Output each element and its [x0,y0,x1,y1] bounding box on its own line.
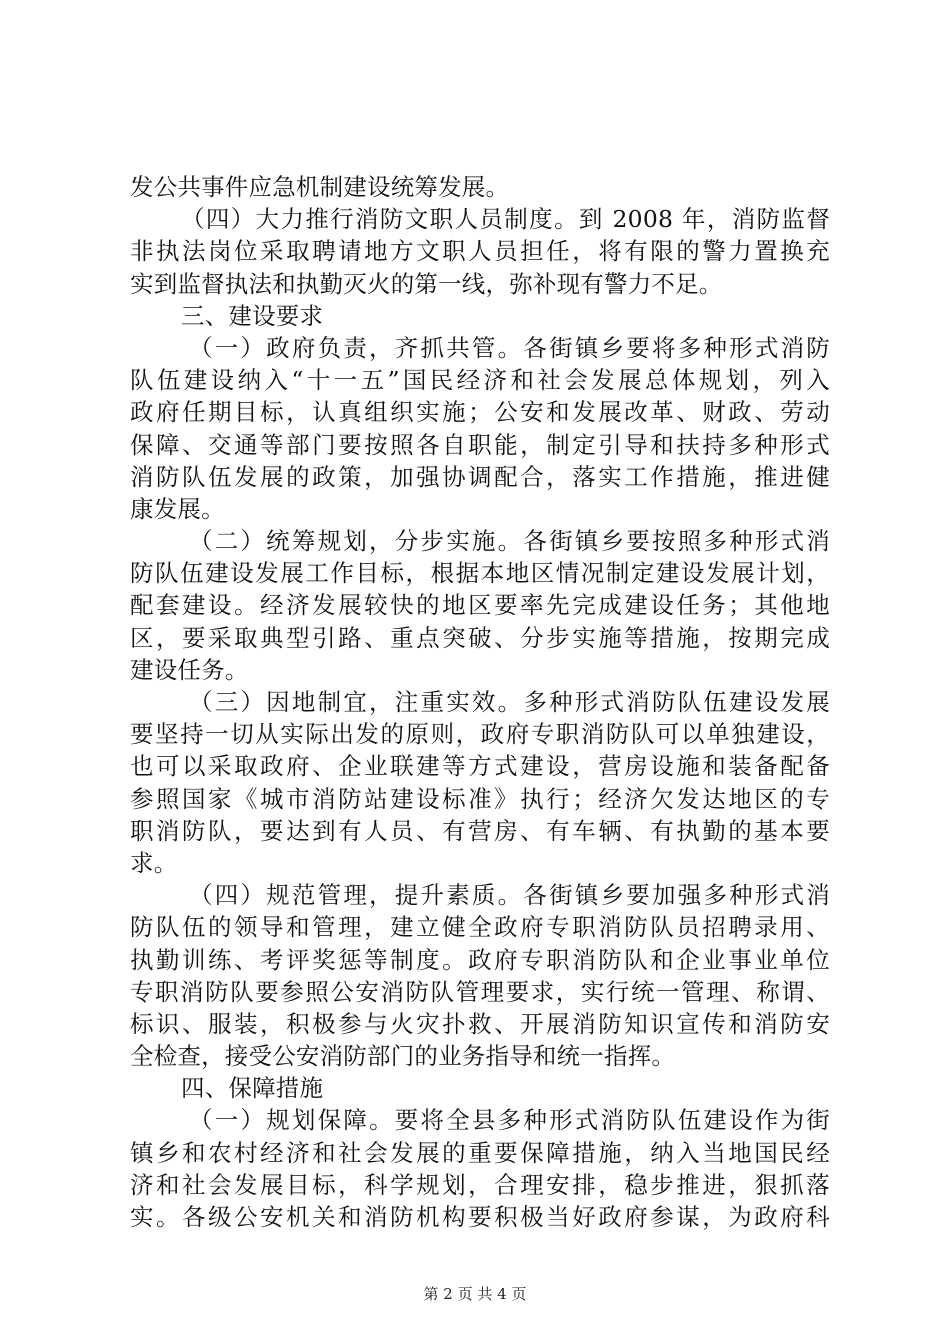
text-line: 非执法岗位采取聘请地方文职人员担任，将有限的警力置换充 [130,237,830,266]
document-body [130,171,830,1233]
text-line: 政府任期目标，认真组织实施；公安和发展改革、财政、劳动 [130,398,830,427]
text-line: （一）规划保障。要将全县多种形式消防队伍建设作为街 [189,1106,830,1135]
section-heading: 三、建设要求 [181,301,324,330]
text-line: 发公共事件应急机制建设统筹发展。 [130,173,510,201]
text-line: 求。 [130,848,178,877]
text-line: 要坚持一切从实际出发的原则，政府专职消防队可以单独建设， [130,720,830,749]
text-line: 队伍建设纳入“十一五”国民经济和社会发展总体规划，列入 [130,366,830,395]
text-line: 职消防队，要达到有人员、有营房、有车辆、有执勤的基本要 [130,816,830,845]
text-line: 消防队伍发展的政策，加强协调配合，落实工作措施，推进健 [130,462,830,491]
text-line: （三）因地制宜，注重实效。多种形式消防队伍建设发展 [189,688,830,716]
text-line: （四）大力推行消防文职人员制度。到 2008 年，消防监督 [181,205,830,234]
text-line: 康发展。 [130,494,225,523]
text-line: 防队伍的领导和管理，建立健全政府专职消防队员招聘录用、 [130,913,830,942]
text-line: 区，要采取典型引路、重点突破、分步实施等措施，按期完成 [130,623,830,652]
text-line: （二）统筹规划，分步实施。各街镇乡要按照多种形式消 [189,527,830,556]
section-heading: 四、保障措施 [181,1074,324,1103]
text-line: 执勤训练、考评奖惩等制度。政府专职消防队和企业事业单位 [130,945,830,974]
text-line: 参照国家《城市消防站建设标准》执行；经济欠发达地区的专 [130,784,830,813]
text-line: 标识、服装，积极参与火灾扑救、开展消防知识宣传和消防安 [130,1009,830,1038]
text-line: 建设任务。 [130,655,249,684]
text-line: 防队伍建设发展工作目标，根据本地区情况制定建设发展计划， [130,559,830,588]
text-line: 全检查，接受公安消防部门的业务指导和统一指挥。 [130,1042,676,1071]
page-number-footer: 第 2 页 共 4 页 [423,1285,527,1303]
text-line: 也可以采取政府、企业联建等方式建设，营房设施和装备配备 [130,752,830,781]
text-line: 济和社会发展目标，科学规划，合理安排，稳步推进，狠抓落 [130,1170,830,1199]
text-line: 配套建设。经济发展较快的地区要率先完成建设任务；其他地 [130,591,830,620]
text-line: 实到监督执法和执勤灭火的第一线，弥补现有警力不足。 [130,269,723,298]
text-line: （四）规范管理，提升素质。各街镇乡要加强多种形式消 [189,881,830,910]
text-line: 保障、交通等部门要按照各自职能，制定引导和扶持多种形式 [130,430,830,459]
text-line: 镇乡和农村经济和社会发展的重要保障措施，纳入当地国民经 [130,1138,830,1167]
text-line: 专职消防队要参照公安消防队管理要求，实行统一管理、称谓、 [130,977,830,1006]
text-line: 实。各级公安机关和消防机构要积极当好政府参谋，为政府科 [130,1203,830,1231]
text-line: （一）政府负责，齐抓共管。各街镇乡要将多种形式消防 [189,333,830,362]
